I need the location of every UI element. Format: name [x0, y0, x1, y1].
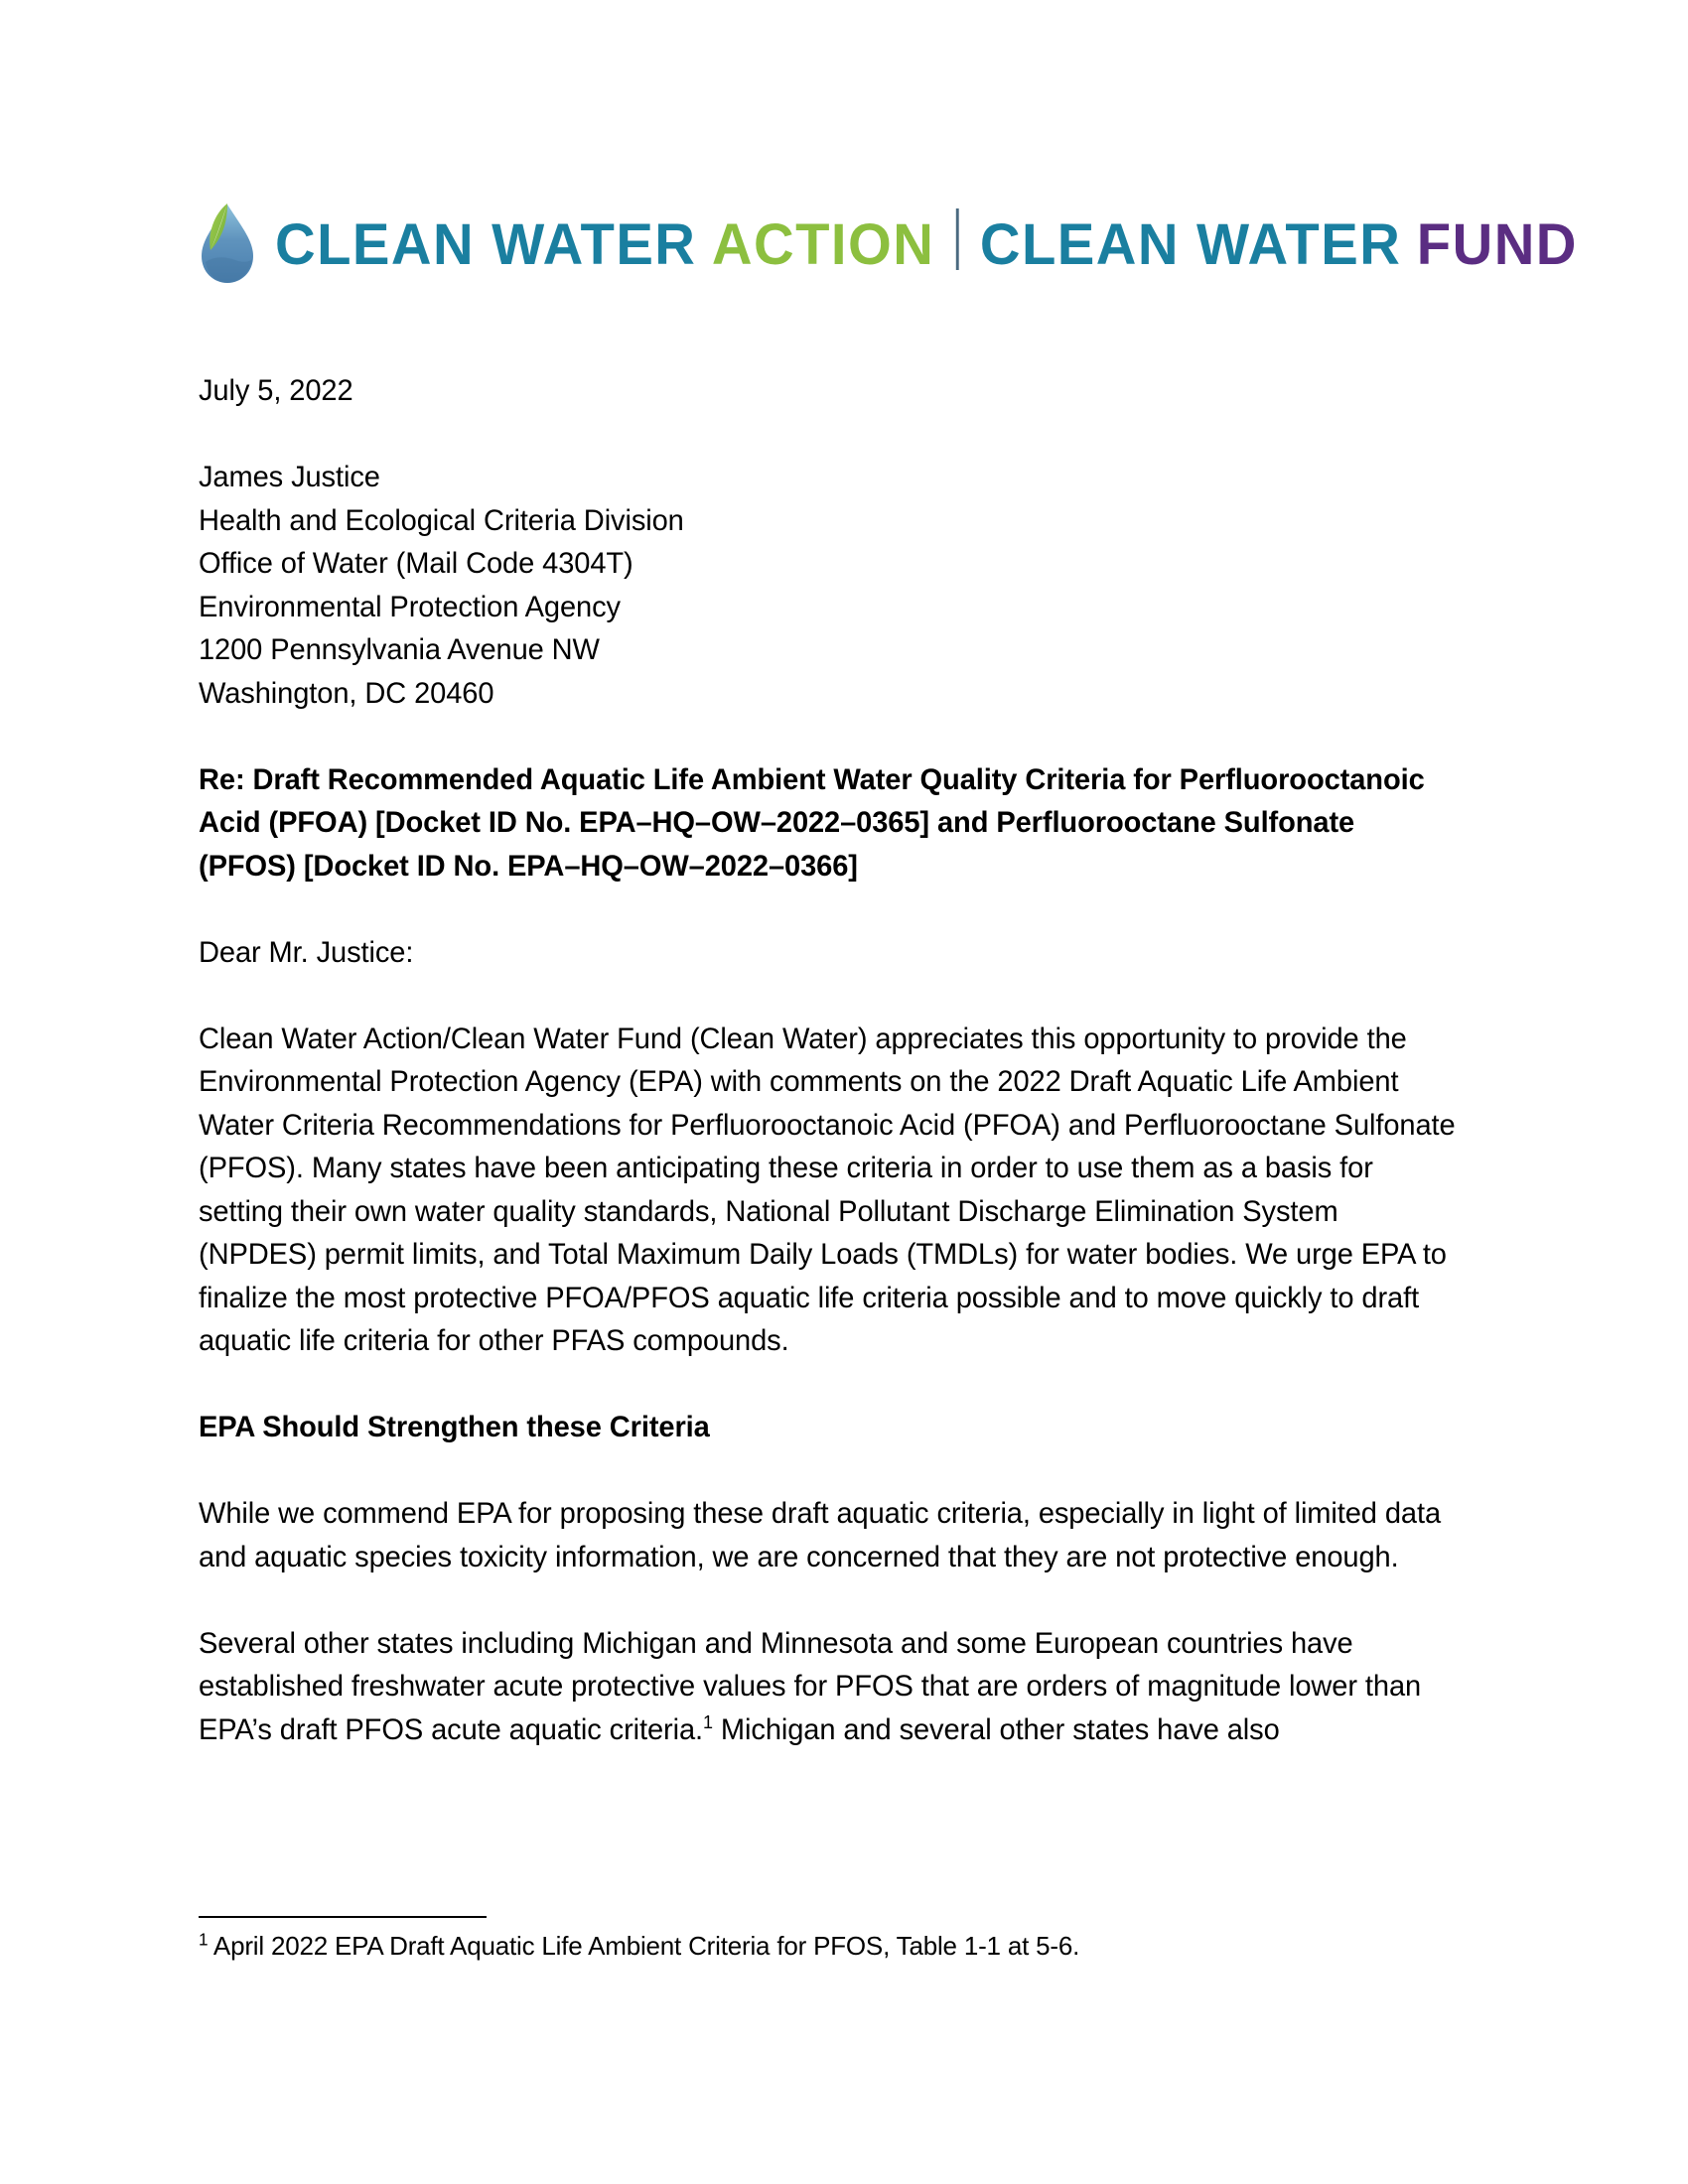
- subject-line: Re: Draft Recommended Aquatic Life Ambient Water Quality Criteria for Perfluorooctanoic Acid (PFOA) [Docket ID No. EPA–HQ–OW–2022–0365] and Perfluorooctane Sulfonate (PFOS) [Docket ID No. EPA–HQ–OW–2022–0366]: [199, 762, 1425, 883]
- recipient-address-line: Office of Water (Mail Code 4304T): [199, 547, 633, 580]
- water-drop-leaf-icon: [192, 191, 263, 286]
- recipient-address-line: Environmental Protection Agency: [199, 590, 621, 623]
- recipient-address-line: Washington, DC 20460: [199, 676, 494, 710]
- wordmark-clean-water-action: CLEAN WATER: [275, 212, 697, 277]
- body-paragraph-3: [199, 1622, 1459, 1752]
- paragraph-3-text-after-footnote: Michigan and several other states have also: [712, 1712, 1280, 1746]
- letter-date: July 5, 2022: [199, 374, 353, 407]
- body-paragraph-2: While we commend EPA for proposing these draft aquatic criteria, especially in light of limited data and aquatic species toxicity information, we are concerned that they are not protective enough.: [199, 1497, 1442, 1573]
- wordmark-action: ACTION: [711, 212, 935, 277]
- footnote-area: [199, 1916, 1477, 1962]
- footnote-1: [199, 1930, 1477, 1962]
- recipient-name: James Justice: [199, 461, 380, 493]
- footnote-reference-marker[interactable]: 1: [703, 1710, 713, 1732]
- salutation: Dear Mr. Justice:: [199, 935, 414, 969]
- recipient-address-block: [199, 456, 1459, 715]
- letter-body: [199, 369, 1459, 1751]
- logo-wordmark: [275, 203, 1578, 277]
- footnote-text: April 2022 EPA Draft Aquatic Life Ambient Criteria for PFOS, Table 1-1 at 5-6.: [208, 1931, 1080, 1961]
- section-heading-epa-should-strengthen: EPA Should Strengthen these Criteria: [199, 1411, 710, 1443]
- footnote-separator-rule: [199, 1916, 487, 1918]
- letterhead: [192, 184, 1578, 293]
- recipient-address-line: Health and Ecological Criteria Division: [199, 503, 684, 537]
- wordmark-fund: FUND: [1416, 212, 1578, 277]
- wordmark-clean-water-fund: CLEAN WATER: [979, 212, 1402, 277]
- paragraph-3-text-before-footnote: Several other states including Michigan and Minnesota and some European countries have established freshwater acute protective values for PFOS that are orders of magnitude lower than EPA’s draft PFOS acute aquatic criteria.: [199, 1626, 1422, 1746]
- wordmark-divider: [956, 208, 959, 270]
- body-paragraph-1: Clean Water Action/Clean Water Fund (Clean Water) appreciates this opportunity to provide the Environmental Protection Agency (EPA) with comments on the 2022 Draft Aquatic Life Ambient Water Criteria Recommendations for Perfluorooctanoic Acid (PFOA) and Perfluorooctane Sulfonate (PFOS). Many states have been anticipating these criteria in order to use them as a basis for setting their own water quality standards, National Pollutant Discharge Elimination System (NPDES) permit limits, and Total Maximum Daily Loads (TMDLs) for water bodies. We urge EPA to finalize the most protective PFOA/PFOS aquatic life criteria possible and to move quickly to draft aquatic life criteria for other PFAS compounds.: [199, 1022, 1456, 1357]
- recipient-address-line: 1200 Pennsylvania Avenue NW: [199, 633, 600, 666]
- footnote-marker: 1: [199, 1929, 209, 1950]
